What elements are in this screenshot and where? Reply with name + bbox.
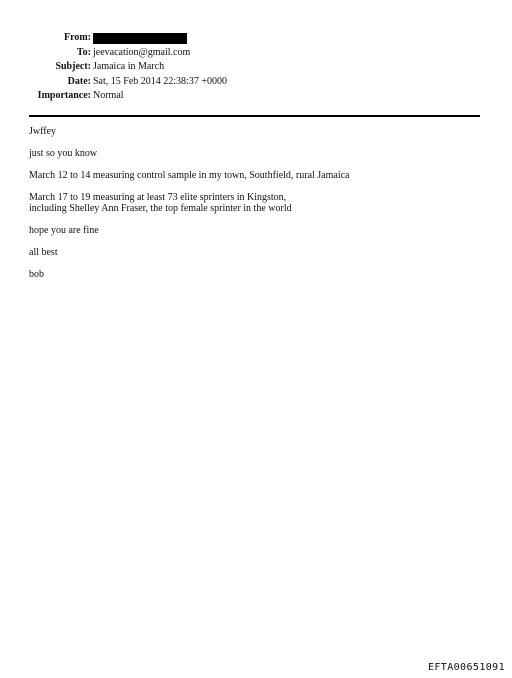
date-label: Date: xyxy=(67,75,91,87)
importance-row xyxy=(0,89,512,104)
body-line: including Shelley Ann Fraser, the top female sprinter in the world xyxy=(29,203,292,214)
header-divider xyxy=(29,115,480,117)
to-row xyxy=(0,46,512,61)
bates-number: EFTA00651091 xyxy=(427,662,505,673)
date-value: Sat, 15 Feb 2014 22:38:37 +0000 xyxy=(93,75,227,87)
from-row xyxy=(0,31,512,46)
date-row xyxy=(0,75,512,90)
redaction-block xyxy=(93,33,187,44)
importance-label: Importance: xyxy=(37,90,91,101)
to-label: To: xyxy=(76,46,91,58)
importance-value: Normal xyxy=(93,90,124,101)
email-header xyxy=(0,31,512,104)
closing: all best xyxy=(29,247,58,258)
subject-row xyxy=(0,60,512,75)
signature: bob xyxy=(29,269,44,280)
body-paragraph xyxy=(29,192,489,214)
body-line: just so you know xyxy=(29,148,98,159)
subject-value: Jamaica in March xyxy=(93,61,165,72)
to-value: jeevacation@gmail.com xyxy=(93,46,191,58)
body-line: hope you are fine xyxy=(29,225,99,236)
greeting: Jwffey xyxy=(29,126,57,137)
from-label: From: xyxy=(63,32,91,43)
subject-label: Subject: xyxy=(55,61,91,72)
body-line: March 17 to 19 measuring at least 73 elite sprinters in Kingston, xyxy=(29,192,287,203)
body-line: March 12 to 14 measuring control sample in my town, Southfield, rural Jamaica xyxy=(29,170,350,181)
email-body xyxy=(29,126,489,291)
